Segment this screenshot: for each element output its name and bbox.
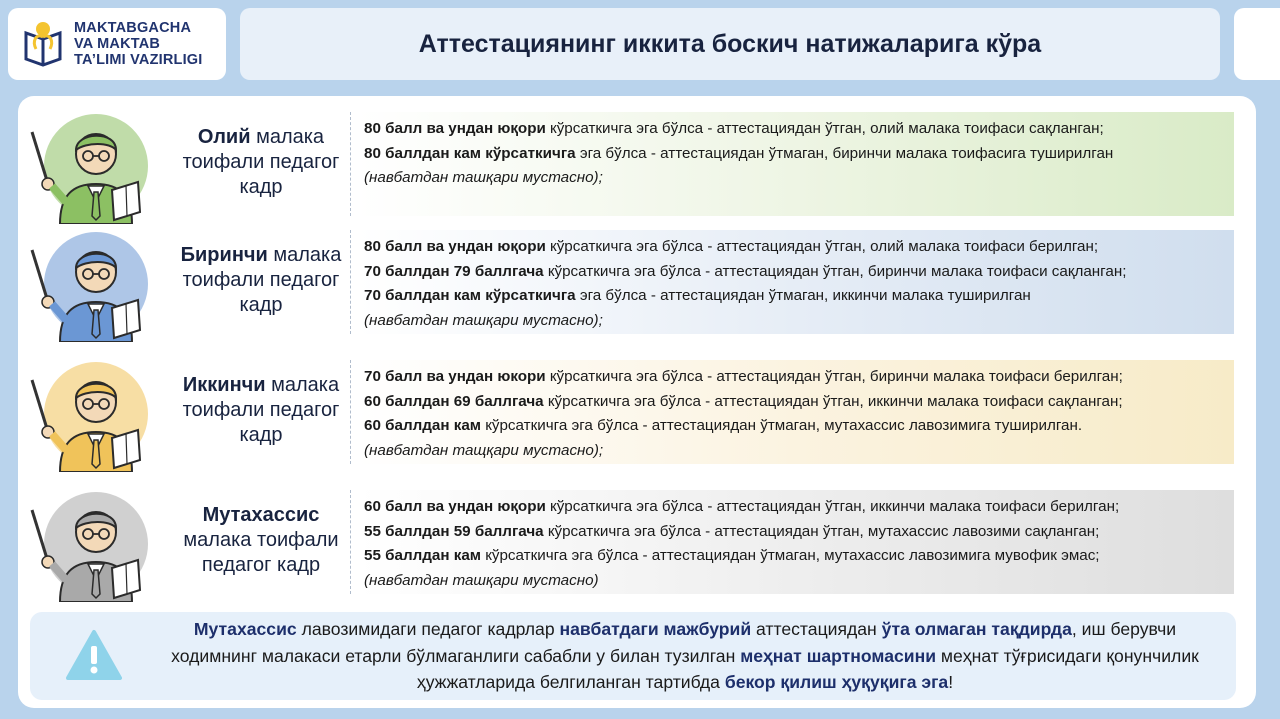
notice-bold: бекор қилиш ҳуқуқига эга: [724, 672, 949, 692]
notice-bold: Мутахассис: [193, 619, 297, 639]
score-threshold: 80 балл ва ундан юқори: [364, 120, 546, 137]
score-result: кўрсаткичга эга бўлса - аттестациядан ўтган, олий малака тоифаси берилган;: [545, 238, 1099, 255]
notice-plain: лавозимидаги педагог кадрлар: [296, 619, 560, 639]
category-title-bold: Мутахассис: [202, 503, 320, 526]
category-row-mutaxassis: [26, 484, 1236, 596]
score-result: кўрсаткичга эга бўлса - аттестациядан ўтган, мутахассис лавозими сақланган;: [543, 522, 1100, 540]
category-title-rest: малака тоифали педагог кадр: [182, 373, 340, 446]
score-result: эга бўлса - аттестациядан ўтмаган, биринчи малака тоифасига туширилган: [575, 144, 1114, 162]
category-description: [358, 112, 1234, 216]
category-title-bold: Иккинчи: [182, 373, 266, 396]
category-row-ikkinchi: [26, 354, 1236, 466]
logo-line-3: TA’LIMI VAZIRLIGI: [74, 52, 203, 68]
category-description: [358, 490, 1234, 594]
notice-text: [150, 616, 1220, 696]
warning-notice: [30, 612, 1236, 700]
teacher-icon: [26, 230, 158, 342]
exception-note: (навбатдан ташқари мустасно): [364, 571, 599, 589]
score-threshold: 80 балл ва ундан юқори: [364, 238, 546, 255]
category-title-bold: Биринчи: [180, 243, 268, 266]
score-threshold: 60 баллдан кам: [364, 417, 481, 434]
corner-panel: [1234, 8, 1280, 80]
score-threshold: 80 баллдан кам кўрсаткичга: [364, 144, 576, 162]
score-result: кўрсаткичга эга бўлса - аттестациядан ўтган, иккинчи малака тоифаси берилган;: [545, 498, 1120, 515]
book-flower-icon: [18, 19, 68, 69]
ministry-logo: [8, 8, 226, 80]
exception-note: (навбатдан ташқари мустасно);: [364, 311, 603, 329]
exception-note: (навбатдан ташқари мустасно);: [364, 169, 603, 186]
score-threshold: 70 баллдан кам кўрсаткичга: [364, 287, 576, 304]
score-threshold: 60 балл ва ундан юқори: [364, 498, 546, 515]
logo-line-1: MAKTABGACHA: [74, 20, 192, 36]
page-header: [240, 8, 1220, 80]
notice-bold: меҳнат шартномасини: [740, 645, 937, 666]
notice-plain: !: [948, 672, 954, 692]
category-description: [358, 230, 1234, 334]
notice-plain: аттестациядан: [751, 619, 882, 639]
score-result: кўрсаткичга эга бўлса - аттестациядан ўтган, биринчи малака тоифаси сақланган;: [543, 262, 1127, 280]
notice-plain: , иш берувчи ходимнинг малакаси етарли бўлмаганлиги сабабли у билан тузилган: [171, 619, 1177, 666]
category-title: [168, 224, 354, 336]
notice-bold: навбатдаги мажбурий: [559, 619, 752, 639]
warning-icon: [66, 628, 122, 682]
score-threshold: 55 баллдан кам: [364, 547, 481, 564]
score-threshold: 60 баллдан 69 баллгача: [364, 392, 544, 410]
category-title-rest: малака тоифали педагог кадр: [182, 243, 342, 316]
teacher-icon: [26, 112, 158, 224]
category-title: [168, 106, 354, 218]
score-result: кўрсаткичга эга бўлса - аттестациядан ўтмаган, мутахассис лавозимига мувофик эмас;: [481, 547, 1100, 564]
score-threshold: 70 балл ва ундан юкори: [364, 368, 546, 385]
category-title-rest: малака тоифали педагог кадр: [182, 125, 340, 198]
teacher-icon: [26, 360, 158, 472]
score-result: кўрсаткичга эга бўлса - аттестациядан ўтмаган, мутахассис лавозимига туширилган.: [481, 417, 1083, 434]
logo-line-2: VA MAKTAB: [74, 36, 161, 52]
score-result: кўрсаткичга эга бўлса - аттестациядан ўтган, иккинчи малака тоифаси сақланган;: [543, 392, 1123, 410]
divider: [350, 360, 351, 464]
score-result: эга бўлса - аттестациядан ўтмаган, иккинчи малака туширилган: [575, 287, 1031, 304]
score-threshold: 55 баллдан 59 баллгача: [364, 522, 544, 540]
category-title: [168, 484, 354, 596]
divider: [350, 230, 351, 334]
divider: [350, 490, 351, 594]
score-threshold: 70 баллдан 79 баллгача: [364, 262, 544, 280]
category-title-bold: Олий: [197, 125, 251, 148]
score-result: кўрсаткичга эга бўлса - аттестациядан ўтган, олий малака тоифаси сақланган;: [545, 120, 1104, 137]
teacher-icon: [26, 490, 158, 602]
divider: [350, 112, 351, 216]
category-description: [358, 360, 1234, 464]
notice-bold: ўта олмаган тақдирда: [881, 619, 1072, 639]
notice-plain: меҳнат тўғрисидаги қонунчилик ҳужжатларида белгиланган тартибда: [416, 645, 1199, 692]
category-title-rest: малака тоифали педагог кадр: [183, 528, 339, 576]
category-row-oliy: [26, 106, 1236, 218]
category-title: [168, 354, 354, 466]
score-result: кўрсаткичга эга бўлса - аттестациядан ўтган, биринчи малака тоифаси берилган;: [545, 368, 1123, 385]
exception-note: (навбатдан тащқари мустасно);: [364, 441, 604, 459]
page-title: Аттестациянинг иккита боскич натижаларига кўра: [418, 29, 1042, 58]
category-row-birinchi: [26, 224, 1236, 336]
